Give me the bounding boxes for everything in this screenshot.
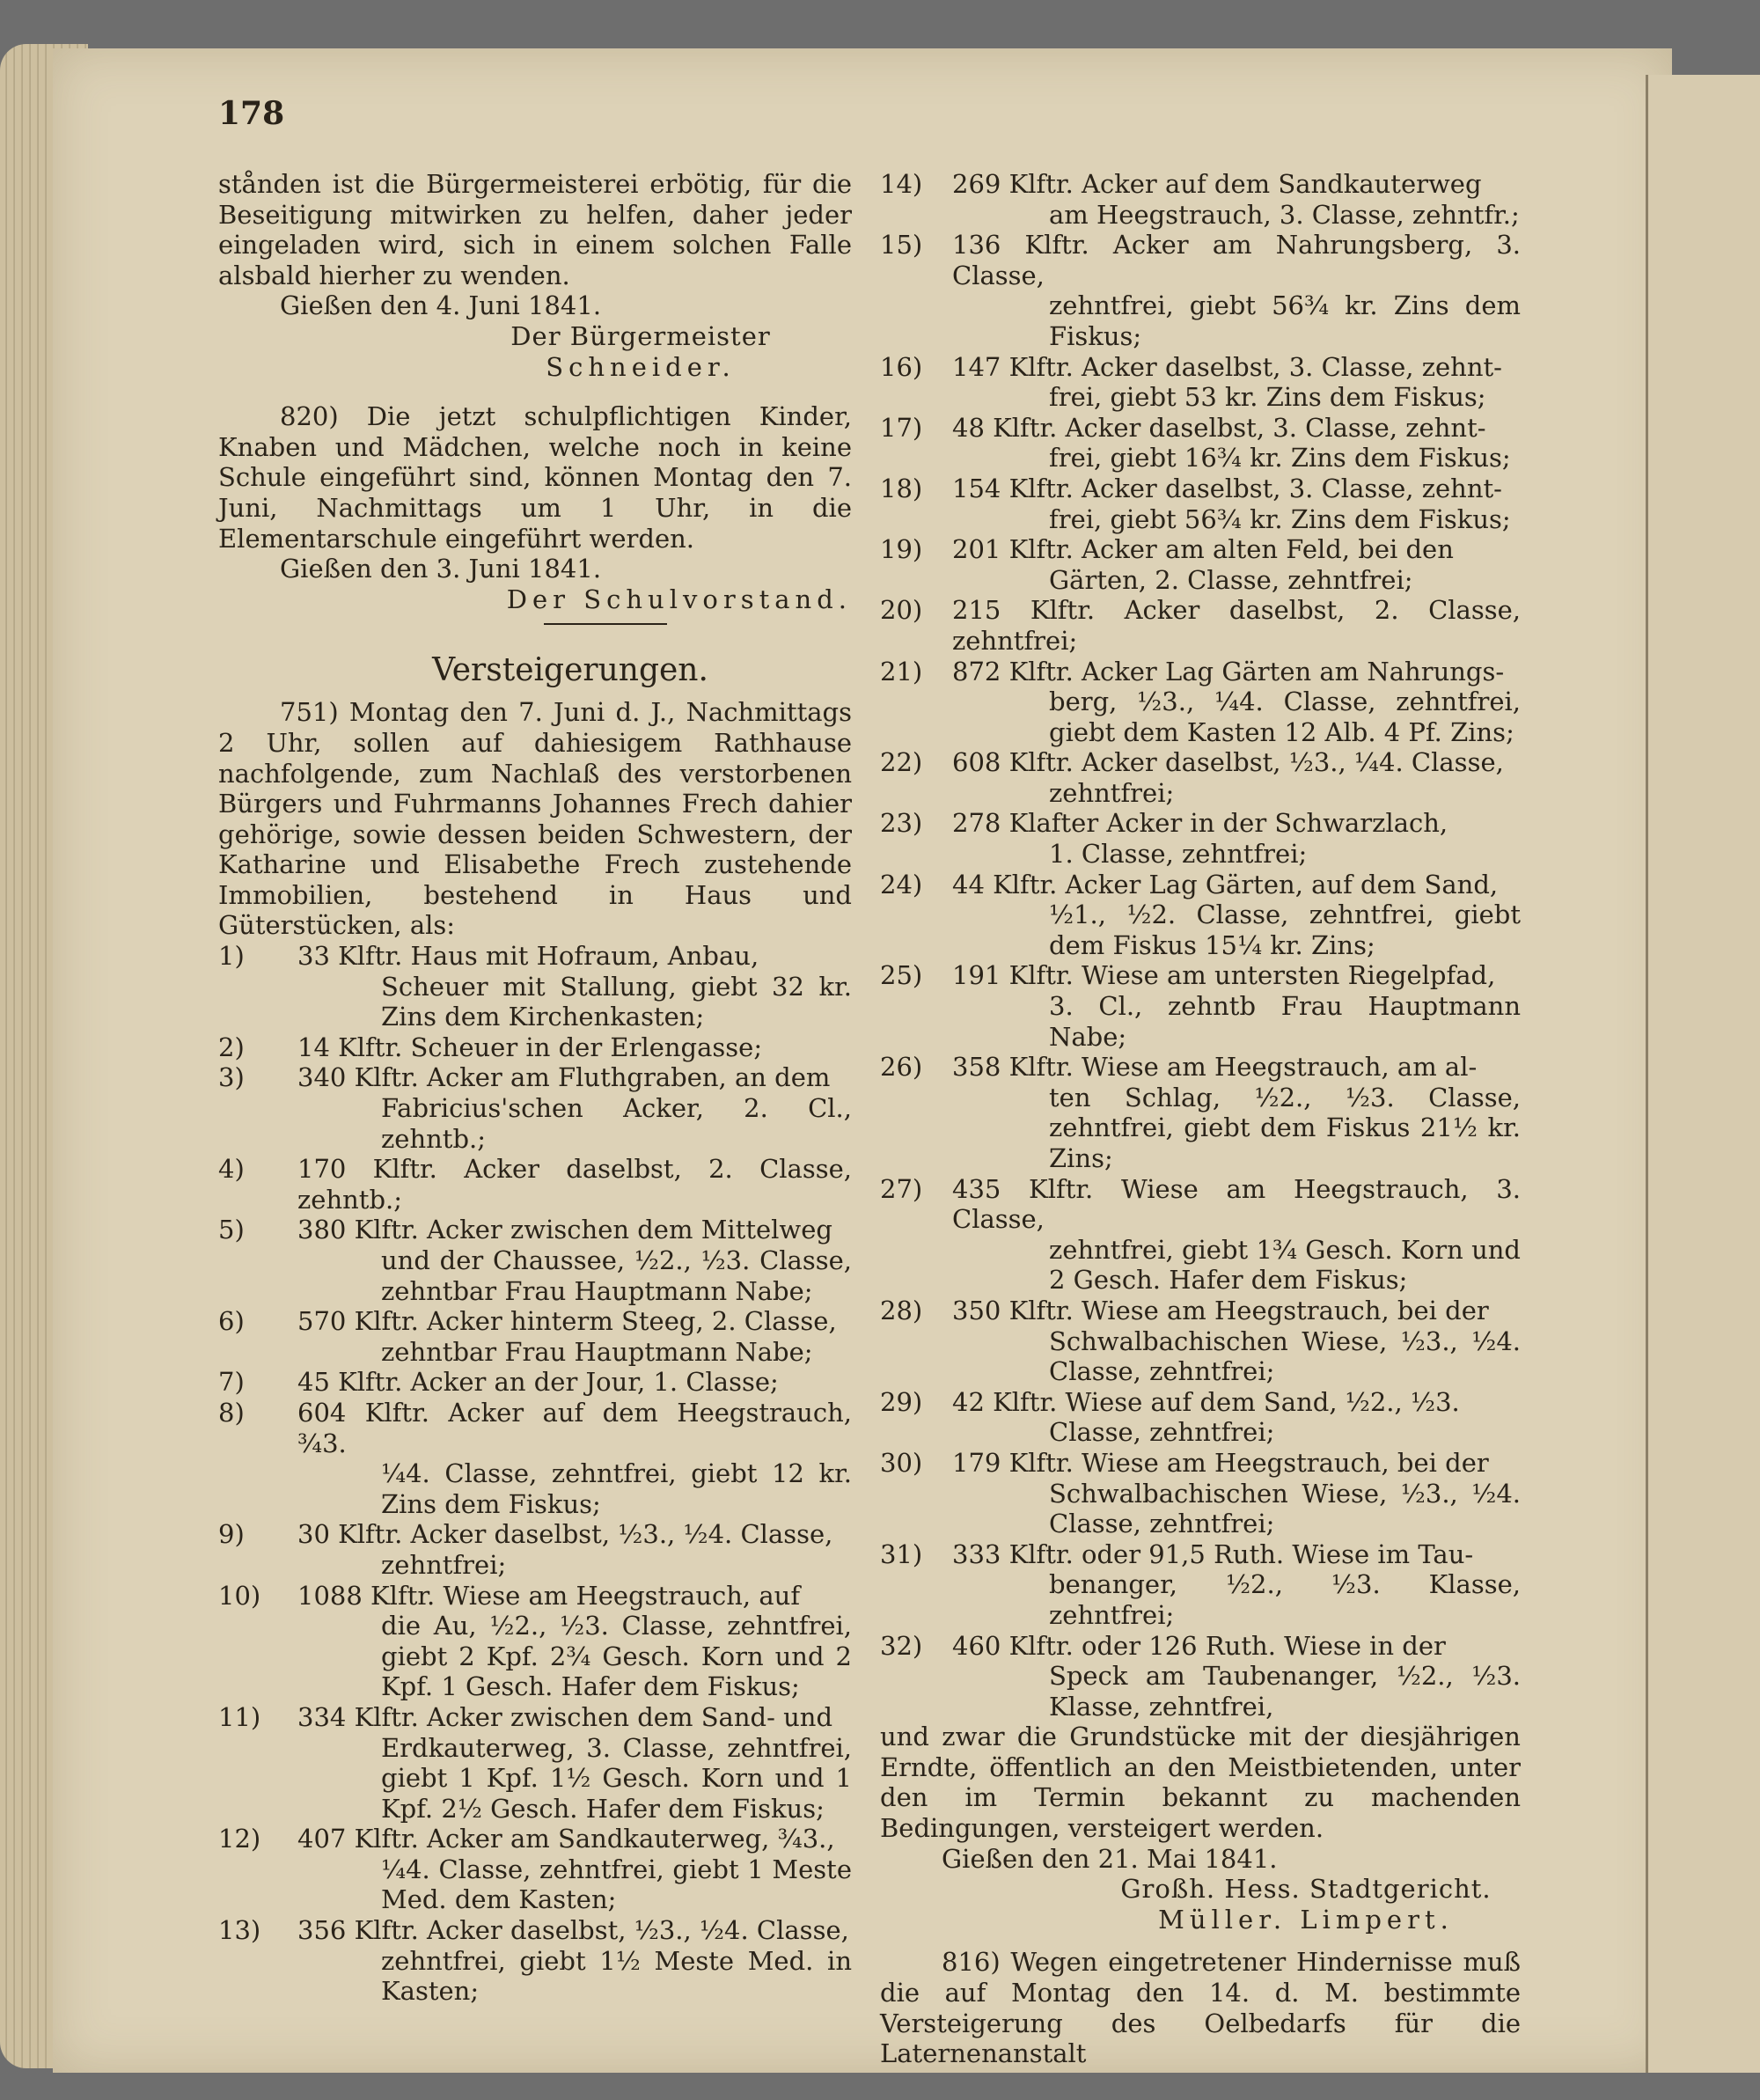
item-number: 27)	[880, 1173, 923, 1204]
item-continuation: Speck am Taubenanger, ½2., ½3. Klasse, zehntfrei,	[1049, 1661, 1521, 1722]
item-number: 11)	[218, 1701, 261, 1732]
item-text	[952, 1448, 1521, 1539]
item-text	[297, 1306, 852, 1367]
item-first-line: 45 Klftr. Acker an der Jour, 1. Classe;	[297, 1367, 779, 1398]
right-column	[880, 169, 1521, 2069]
item-first-line: 136 Klftr. Acker am Nahrungsberg, 3. Classe,	[952, 230, 1521, 290]
item-text	[952, 413, 1521, 474]
item-first-line: 30 Klftr. Acker daselbst, ½3., ½4. Classe,	[297, 1519, 833, 1550]
item-continuation: zehntfrei;	[381, 1549, 507, 1580]
item-number: 23)	[880, 808, 923, 839]
item-first-line: 1088 Klftr. Wiese am Heegstrauch, auf	[297, 1580, 801, 1611]
signature-court: Großh. Hess. Stadtgericht.	[1120, 1874, 1492, 1905]
item-continuation: zehntbar Frau Hauptmann Nabe;	[381, 1336, 813, 1367]
item-number: 24)	[880, 869, 923, 899]
list-item	[218, 1154, 852, 1215]
item-text	[297, 1519, 852, 1580]
item-text	[952, 870, 1521, 961]
item-number: 3)	[218, 1062, 245, 1093]
item-continuation: zehntfrei, giebt 56¾ kr. Zins dem Fiskus;	[1049, 290, 1521, 351]
signature-name: Schneider.	[546, 351, 736, 382]
item-continuation: Scheuer mit Stallung, giebt 32 kr. Zins dem Kirchenkasten;	[381, 971, 852, 1032]
item-number: 7)	[218, 1367, 245, 1398]
item-text	[952, 230, 1521, 351]
signature-title: Der Bürgermeister	[510, 320, 771, 351]
left-column	[218, 169, 852, 2007]
item-text	[297, 1398, 852, 1519]
list-item	[218, 1702, 852, 1824]
item-text	[952, 1631, 1521, 1722]
item-text	[952, 169, 1521, 230]
item-number: 21)	[880, 656, 923, 687]
list-item	[880, 1539, 1521, 1631]
item-first-line: 48 Klftr. Acker daselbst, 3. Classe, zehnt-	[952, 412, 1486, 443]
list-item	[218, 1032, 852, 1063]
item-first-line: 191 Klftr. Wiese am untersten Riegelpfad,	[952, 960, 1496, 991]
item-number: 9)	[218, 1519, 245, 1550]
item-continuation: ¼4. Classe, zehntfrei, giebt 1 Meste Med. dem Kasten;	[381, 1854, 852, 1915]
signature-names: Müller. Limpert.	[1158, 1904, 1454, 1935]
property-list-right	[880, 169, 1521, 1722]
item-first-line: 269 Klftr. Acker auf dem Sandkauterweg	[952, 169, 1482, 199]
paragraph-820: 820) Die jetzt schulpflichtigen Kinder, Knaben und Mädchen, welche noch in keine Schule eingeführt sind, können Montag den 7. Juni, Nachmittags um 1 Uhr, in die Elementarschule eingeführt werden.	[218, 401, 852, 554]
list-item	[218, 1824, 852, 1915]
item-first-line: 570 Klftr. Acker hinterm Steeg, 2. Classe,	[297, 1306, 837, 1337]
list-item	[218, 1306, 852, 1367]
item-text	[952, 960, 1521, 1052]
item-text	[952, 808, 1521, 869]
list-item	[880, 169, 1521, 230]
page-number: 178	[218, 95, 285, 132]
item-continuation: frei, giebt 53 kr. Zins dem Fiskus;	[1049, 382, 1486, 413]
item-number: 22)	[880, 747, 923, 778]
list-item	[880, 1052, 1521, 1173]
item-number: 17)	[880, 412, 923, 443]
item-continuation: benanger, ½2., ½3. Klasse, zehntfrei;	[1049, 1569, 1521, 1630]
list-item	[880, 413, 1521, 474]
item-number: 20)	[880, 595, 923, 626]
list-item	[880, 1387, 1521, 1448]
item-text	[952, 657, 1521, 748]
item-first-line: 44 Klftr. Acker Lag Gärten, auf dem Sand,	[952, 869, 1499, 899]
paragraph-notice-end: stånden ist die Bürgermeisterei erbötig, für die Beseitigung mitwirken zu helfen, daher jeder eingeladen wird, sich in einem solchen Falle alsbald hierher zu wenden.	[218, 169, 852, 290]
list-item	[880, 1448, 1521, 1539]
item-text	[952, 1387, 1521, 1448]
list-item	[218, 1215, 852, 1306]
signature-schulvorstand: Der Schulvorstand.	[506, 584, 852, 614]
item-first-line: 358 Klftr. Wiese am Heegstrauch, am al-	[952, 1052, 1478, 1083]
item-text	[297, 1367, 852, 1398]
item-number: 10)	[218, 1580, 261, 1611]
facing-page-edge	[1646, 75, 1760, 2073]
item-number: 16)	[880, 351, 923, 382]
item-first-line: 604 Klftr. Acker auf dem Heegstrauch, ¾3.	[297, 1397, 852, 1458]
item-continuation: die Au, ½2., ½3. Classe, zehntfrei, giebt 2 Kpf. 2¾ Gesch. Korn und 2 Kpf. 1 Gesch. Hafer dem Fiskus;	[381, 1611, 852, 1702]
item-continuation: zehntfrei, giebt 1½ Meste Med. in Kasten;	[381, 1945, 852, 2007]
list-item	[880, 1296, 1521, 1387]
item-number: 26)	[880, 1052, 923, 1083]
item-first-line: 215 Klftr. Acker daselbst, 2. Classe, zehntfrei;	[952, 595, 1521, 656]
item-text	[297, 941, 852, 1032]
item-first-line: 340 Klftr. Acker am Fluthgraben, an dem	[297, 1062, 831, 1093]
item-text	[952, 1296, 1521, 1387]
item-continuation: zehntfrei, giebt 1¾ Gesch. Korn und 2 Gesch. Hafer dem Fiskus;	[1049, 1234, 1521, 1296]
item-text	[952, 1539, 1521, 1631]
list-item	[880, 1631, 1521, 1722]
item-first-line: 350 Klftr. Wiese am Heegstrauch, bei der	[952, 1295, 1489, 1325]
item-text	[297, 1581, 852, 1702]
list-item	[880, 352, 1521, 413]
item-continuation: Classe, zehntfrei;	[1049, 1417, 1275, 1448]
date-line-3: Gießen den 21. Mai 1841.	[942, 1843, 1278, 1874]
date-line-2: Gießen den 3. Juni 1841.	[280, 554, 602, 584]
list-item	[880, 747, 1521, 808]
list-item	[880, 595, 1521, 656]
item-first-line: 147 Klftr. Acker daselbst, 3. Classe, zehnt-	[952, 351, 1502, 382]
item-text	[952, 595, 1521, 656]
item-first-line: 170 Klftr. Acker daselbst, 2. Classe, zehntb.;	[297, 1154, 852, 1215]
item-number: 1)	[218, 941, 245, 972]
item-number: 31)	[880, 1538, 923, 1569]
list-item	[218, 1915, 852, 2007]
item-number: 2)	[218, 1032, 245, 1062]
item-number: 5)	[218, 1215, 245, 1245]
item-first-line: 201 Klftr. Acker am alten Feld, bei den	[952, 534, 1454, 565]
item-number: 13)	[218, 1915, 261, 1946]
item-continuation: 1. Classe, zehntfrei;	[1049, 839, 1308, 870]
item-continuation: ¼4. Classe, zehntfrei, giebt 12 kr. Zins dem Fiskus;	[381, 1458, 852, 1519]
date-line-1: Gießen den 4. Juni 1841.	[280, 290, 602, 321]
item-text	[297, 1154, 852, 1215]
list-item	[218, 1581, 852, 1702]
item-continuation: ½1., ½2. Classe, zehntfrei, giebt dem Fiskus 15¼ kr. Zins;	[1049, 899, 1521, 960]
list-item	[880, 808, 1521, 869]
item-number: 6)	[218, 1306, 245, 1337]
item-continuation: Gärten, 2. Classe, zehntfrei;	[1049, 564, 1413, 595]
list-item	[880, 230, 1521, 351]
list-item	[880, 474, 1521, 534]
item-text	[297, 1915, 852, 2007]
item-continuation: frei, giebt 16¾ kr. Zins dem Fiskus;	[1049, 443, 1511, 474]
list-item	[880, 960, 1521, 1052]
item-number: 29)	[880, 1386, 923, 1417]
item-text	[297, 1215, 852, 1306]
item-first-line: 334 Klftr. Acker zwischen dem Sand- und	[297, 1701, 833, 1732]
list-item	[880, 870, 1521, 961]
paragraph-conditions: und zwar die Grundstücke mit der diesjährigen Erndte, öffentlich an den Meistbietenden, unter den im Termin bekannt zu machenden Bedingungen, versteigert werden.	[880, 1722, 1521, 1844]
item-number: 4)	[218, 1154, 245, 1185]
item-continuation: berg, ½3., ¼4. Classe, zehntfrei, giebt dem Kasten 12 Alb. 4 Pf. Zins;	[1049, 687, 1521, 747]
item-text	[297, 1824, 852, 1915]
item-continuation: zehntfrei;	[1049, 777, 1175, 808]
item-continuation: ten Schlag, ½2., ½3. Classe, zehntfrei, giebt dem Fiskus 21½ kr. Zins;	[1049, 1082, 1521, 1173]
item-continuation: Schwalbachischen Wiese, ½3., ½4. Classe, zehntfrei;	[1049, 1478, 1521, 1539]
item-text	[952, 1174, 1521, 1296]
paragraph-751: 751) Montag den 7. Juni d. J., Nachmittags 2 Uhr, sollen auf dahiesigem Rathhause nachfolgende, zum Nachlaß des verstorbenen Bürgers und Fuhrmanns Johannes Frech dahier gehörige, sowie dessen beiden Schwestern, der Katharine und Elisabethe Frech zustehende Immobilien, bestehend in Haus und Güterstücken, als:	[218, 697, 852, 941]
item-continuation: am Heegstrauch, 3. Classe, zehntfr.;	[1049, 199, 1520, 230]
item-number: 19)	[880, 534, 923, 565]
item-first-line: 435 Klftr. Wiese am Heegstrauch, 3. Classe,	[952, 1173, 1521, 1235]
item-first-line: 380 Klftr. Acker zwischen dem Mittelweg	[297, 1215, 832, 1245]
item-continuation: Erdkauterweg, 3. Classe, zehntfrei, giebt 1 Kpf. 1½ Gesch. Korn und 1 Kpf. 2½ Gesch. Hafer dem Fiskus;	[381, 1732, 852, 1824]
list-item	[880, 657, 1521, 748]
item-continuation: und der Chaussee, ½2., ½3. Classe, zehntbar Frau Hauptmann Nabe;	[381, 1245, 852, 1306]
item-first-line: 42 Klftr. Wiese auf dem Sand, ½2., ½3.	[952, 1386, 1460, 1417]
item-text	[952, 352, 1521, 413]
item-first-line: 179 Klftr. Wiese am Heegstrauch, bei der	[952, 1447, 1489, 1478]
item-text	[952, 534, 1521, 595]
section-divider	[544, 623, 667, 625]
item-text	[297, 1032, 852, 1063]
item-continuation: 3. Cl., zehntb Frau Hauptmann Nabe;	[1049, 991, 1521, 1052]
list-item	[218, 1062, 852, 1154]
item-first-line: 278 Klafter Acker in der Schwarzlach,	[952, 808, 1448, 839]
item-number: 15)	[880, 230, 923, 261]
item-number: 25)	[880, 960, 923, 991]
item-continuation: Schwalbachischen Wiese, ½3., ½4. Classe, zehntfrei;	[1049, 1325, 1521, 1387]
item-first-line: 14 Klftr. Scheuer in der Erlengasse;	[297, 1032, 763, 1062]
item-first-line: 460 Klftr. oder 126 Ruth. Wiese in der	[952, 1630, 1446, 1661]
item-number: 18)	[880, 473, 923, 503]
item-continuation: Fabricius'schen Acker, 2. Cl., zehntb.;	[381, 1093, 852, 1154]
list-item	[880, 1174, 1521, 1296]
list-item	[218, 941, 852, 1032]
item-number: 28)	[880, 1295, 923, 1325]
item-first-line: 872 Klftr. Acker Lag Gärten am Nahrungs-	[952, 656, 1505, 687]
section-heading: Versteigerungen.	[432, 652, 708, 689]
list-item	[218, 1398, 852, 1519]
item-first-line: 356 Klftr. Acker daselbst, ½3., ½4. Classe,	[297, 1915, 849, 1946]
list-item	[880, 534, 1521, 595]
item-first-line: 33 Klftr. Haus mit Hofraum, Anbau,	[297, 941, 759, 972]
item-number: 12)	[218, 1824, 261, 1854]
item-number: 30)	[880, 1447, 923, 1478]
list-item	[218, 1519, 852, 1580]
item-text	[952, 474, 1521, 534]
property-list-left	[218, 941, 852, 2007]
paragraph-816: 816) Wegen eingetretener Hindernisse muß die auf Montag den 14. d. M. bestimmte Versteigerung des Oelbedarfs für die Laternenanstalt	[880, 1947, 1521, 2069]
item-first-line: 407 Klftr. Acker am Sandkauterweg, ¾3.,	[297, 1824, 835, 1854]
item-text	[297, 1062, 852, 1154]
item-first-line: 154 Klftr. Acker daselbst, 3. Classe, zehnt-	[952, 473, 1502, 503]
item-number: 14)	[880, 169, 923, 199]
list-item	[218, 1367, 852, 1398]
item-text	[952, 747, 1521, 808]
item-first-line: 333 Klftr. oder 91,5 Ruth. Wiese im Tau-	[952, 1538, 1474, 1569]
item-number: 32)	[880, 1630, 923, 1661]
item-text	[952, 1052, 1521, 1173]
item-first-line: 608 Klftr. Acker daselbst, ½3., ¼4. Classe,	[952, 747, 1504, 778]
item-number: 8)	[218, 1397, 245, 1428]
item-text	[297, 1702, 852, 1824]
item-continuation: frei, giebt 56¾ kr. Zins dem Fiskus;	[1049, 503, 1511, 534]
